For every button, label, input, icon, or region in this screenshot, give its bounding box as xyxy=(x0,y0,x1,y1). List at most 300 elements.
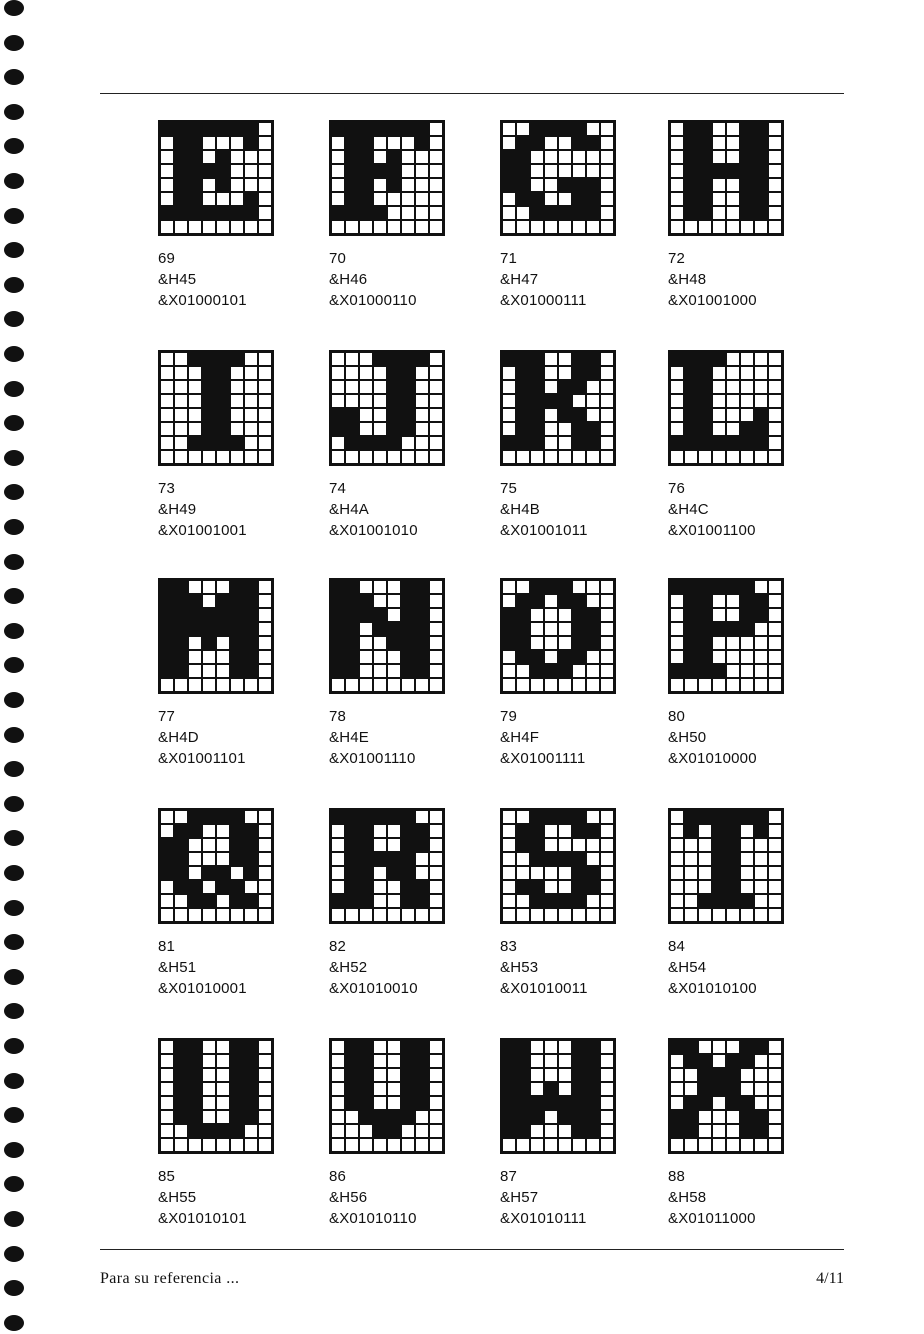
bitmap-pixel xyxy=(600,164,614,178)
bitmap-pixel xyxy=(359,594,373,608)
bitmap-pixel xyxy=(188,450,202,464)
bitmap-pixel xyxy=(359,838,373,852)
bitmap-pixel xyxy=(586,394,600,408)
decimal-code: 69 xyxy=(158,250,176,267)
hex-code: &H4D xyxy=(158,729,199,746)
bitmap-pixel xyxy=(600,192,614,206)
bitmap-pixel xyxy=(160,1096,174,1110)
bitmap-pixel xyxy=(558,622,572,636)
bitmap-pixel xyxy=(572,178,586,192)
bitmap-pixel xyxy=(202,436,216,450)
bitmap-pixel xyxy=(160,1082,174,1096)
bitmap-pixel xyxy=(684,408,698,422)
bitmap-pixel xyxy=(202,1124,216,1138)
bitmap-pixel xyxy=(415,678,429,692)
character-codes xyxy=(329,248,479,311)
bitmap-pixel xyxy=(244,422,258,436)
binary-code: &X01001001 xyxy=(158,522,247,539)
bitmap-pixel xyxy=(684,1054,698,1068)
bitmap-pixel xyxy=(586,422,600,436)
bitmap-pixel xyxy=(373,380,387,394)
bitmap-pixel xyxy=(558,394,572,408)
bitmap-pixel xyxy=(160,866,174,880)
bitmap-pixel xyxy=(160,408,174,422)
bitmap-pixel xyxy=(401,650,415,664)
bitmap-pixel xyxy=(373,838,387,852)
bitmap-pixel xyxy=(373,908,387,922)
bitmap-pixel xyxy=(331,380,345,394)
bitmap-pixel xyxy=(586,894,600,908)
bitmap-pixel xyxy=(558,408,572,422)
bitmap-pixel xyxy=(502,1082,516,1096)
hex-code: &H57 xyxy=(500,1189,539,1206)
bitmap-pixel xyxy=(726,450,740,464)
bitmap-pixel xyxy=(331,178,345,192)
bitmap-pixel xyxy=(345,580,359,594)
bitmap-pixel xyxy=(530,824,544,838)
character-bitmap xyxy=(668,1038,784,1154)
bitmap-pixel xyxy=(544,164,558,178)
character-codes xyxy=(668,1166,818,1229)
bitmap-pixel xyxy=(544,1082,558,1096)
bitmap-pixel xyxy=(387,678,401,692)
bitmap-pixel xyxy=(712,664,726,678)
bitmap-pixel xyxy=(768,664,782,678)
bitmap-pixel xyxy=(244,636,258,650)
bitmap-pixel xyxy=(373,366,387,380)
bitmap-pixel xyxy=(726,366,740,380)
decimal-code: 86 xyxy=(329,1168,347,1185)
bitmap-pixel xyxy=(331,220,345,234)
bitmap-pixel xyxy=(401,810,415,824)
bitmap-pixel xyxy=(202,122,216,136)
bitmap-pixel xyxy=(401,122,415,136)
bitmap-pixel xyxy=(230,594,244,608)
bitmap-pixel xyxy=(160,594,174,608)
bitmap-pixel xyxy=(754,220,768,234)
bitmap-pixel xyxy=(684,450,698,464)
bitmap-pixel xyxy=(712,1110,726,1124)
bitmap-pixel xyxy=(244,810,258,824)
bitmap-pixel xyxy=(586,608,600,622)
bitmap-pixel xyxy=(202,192,216,206)
bitmap-pixel xyxy=(345,1054,359,1068)
bitmap-pixel xyxy=(558,220,572,234)
bitmap-pixel xyxy=(600,1110,614,1124)
hex-code: &H58 xyxy=(668,1189,707,1206)
bitmap-pixel xyxy=(558,852,572,866)
bitmap-pixel xyxy=(572,150,586,164)
bitmap-pixel xyxy=(387,380,401,394)
bitmap-pixel xyxy=(586,1082,600,1096)
bitmap-pixel xyxy=(373,436,387,450)
bitmap-pixel xyxy=(345,636,359,650)
bitmap-pixel xyxy=(230,192,244,206)
bitmap-pixel xyxy=(401,136,415,150)
bitmap-pixel xyxy=(345,650,359,664)
bitmap-pixel xyxy=(387,122,401,136)
bitmap-pixel xyxy=(387,894,401,908)
bitmap-pixel xyxy=(684,1068,698,1082)
bitmap-pixel xyxy=(373,1068,387,1082)
binary-code: &X01011000 xyxy=(668,1210,756,1227)
binary-code: &X01010000 xyxy=(668,750,757,767)
bitmap-pixel xyxy=(401,824,415,838)
bitmap-pixel xyxy=(572,1096,586,1110)
bitmap-pixel xyxy=(544,1124,558,1138)
bitmap-pixel xyxy=(712,436,726,450)
bitmap-pixel xyxy=(600,866,614,880)
bitmap-pixel xyxy=(586,408,600,422)
bitmap-pixel xyxy=(726,1110,740,1124)
bitmap-pixel xyxy=(754,1124,768,1138)
bitmap-pixel xyxy=(586,908,600,922)
bitmap-pixel xyxy=(754,824,768,838)
bitmap-pixel xyxy=(684,1082,698,1096)
bitmap-pixel xyxy=(586,136,600,150)
character-entry xyxy=(500,120,650,311)
bitmap-pixel xyxy=(600,1040,614,1054)
bitmap-pixel xyxy=(244,122,258,136)
bitmap-pixel xyxy=(544,450,558,464)
decimal-code: 73 xyxy=(158,480,176,497)
bitmap-pixel xyxy=(258,810,272,824)
bitmap-pixel xyxy=(188,164,202,178)
bitmap-pixel xyxy=(429,380,443,394)
bitmap-pixel xyxy=(401,594,415,608)
bitmap-pixel xyxy=(516,1068,530,1082)
bitmap-pixel xyxy=(230,150,244,164)
bitmap-pixel xyxy=(216,1096,230,1110)
bitmap-pixel xyxy=(258,1096,272,1110)
hex-code: &H46 xyxy=(329,271,368,288)
bitmap-pixel xyxy=(401,1054,415,1068)
bitmap-pixel xyxy=(160,436,174,450)
bitmap-pixel xyxy=(586,852,600,866)
binary-code: &X01001011 xyxy=(500,522,588,539)
bitmap-pixel xyxy=(429,580,443,594)
bitmap-pixel xyxy=(684,352,698,366)
bitmap-pixel xyxy=(373,394,387,408)
bitmap-pixel xyxy=(740,394,754,408)
character-bitmap xyxy=(668,350,784,466)
bitmap-pixel xyxy=(516,1124,530,1138)
bitmap-pixel xyxy=(600,580,614,594)
bitmap-pixel xyxy=(230,880,244,894)
bitmap-pixel xyxy=(174,1138,188,1152)
character-bitmap xyxy=(500,1038,616,1154)
bitmap-pixel xyxy=(684,664,698,678)
bitmap-pixel xyxy=(516,150,530,164)
bitmap-pixel xyxy=(160,136,174,150)
bitmap-pixel xyxy=(600,394,614,408)
bitmap-pixel xyxy=(230,1068,244,1082)
bitmap-pixel xyxy=(429,880,443,894)
bitmap-pixel xyxy=(359,810,373,824)
bitmap-pixel xyxy=(359,192,373,206)
bitmap-pixel xyxy=(387,1082,401,1096)
bitmap-pixel xyxy=(188,1096,202,1110)
bitmap-pixel xyxy=(558,678,572,692)
bitmap-pixel xyxy=(160,650,174,664)
hex-code: &H4A xyxy=(329,501,369,518)
bitmap-pixel xyxy=(174,150,188,164)
bitmap-pixel xyxy=(387,664,401,678)
bitmap-pixel xyxy=(558,664,572,678)
bitmap-pixel xyxy=(684,1138,698,1152)
bitmap-pixel xyxy=(415,908,429,922)
bitmap-pixel xyxy=(202,366,216,380)
bitmap-pixel xyxy=(244,220,258,234)
bitmap-pixel xyxy=(387,866,401,880)
bitmap-pixel xyxy=(586,380,600,394)
bitmap-pixel xyxy=(516,594,530,608)
binary-code: &X01001110 xyxy=(329,750,416,767)
bitmap-pixel xyxy=(572,838,586,852)
bitmap-pixel xyxy=(202,450,216,464)
bitmap-pixel xyxy=(768,192,782,206)
bitmap-pixel xyxy=(230,650,244,664)
character-codes xyxy=(668,478,818,541)
bitmap-pixel xyxy=(754,810,768,824)
bitmap-pixel xyxy=(726,206,740,220)
bitmap-pixel xyxy=(698,164,712,178)
bitmap-pixel xyxy=(429,122,443,136)
bitmap-pixel xyxy=(387,810,401,824)
bitmap-pixel xyxy=(174,664,188,678)
bitmap-pixel xyxy=(202,1040,216,1054)
bitmap-pixel xyxy=(415,608,429,622)
bitmap-pixel xyxy=(331,1068,345,1082)
bitmap-pixel xyxy=(712,622,726,636)
bitmap-pixel xyxy=(359,1040,373,1054)
bitmap-pixel xyxy=(516,838,530,852)
bitmap-pixel xyxy=(387,150,401,164)
bitmap-pixel xyxy=(373,1138,387,1152)
bitmap-pixel xyxy=(415,1110,429,1124)
bitmap-pixel xyxy=(684,678,698,692)
bitmap-pixel xyxy=(572,1138,586,1152)
bitmap-pixel xyxy=(331,650,345,664)
bitmap-pixel xyxy=(415,852,429,866)
bitmap-pixel xyxy=(202,594,216,608)
bitmap-pixel xyxy=(415,178,429,192)
bitmap-pixel xyxy=(726,866,740,880)
bitmap-pixel xyxy=(331,164,345,178)
character-bitmap xyxy=(329,808,445,924)
bitmap-pixel xyxy=(415,636,429,650)
bitmap-pixel xyxy=(230,178,244,192)
bitmap-pixel xyxy=(216,664,230,678)
character-codes xyxy=(668,248,818,311)
bitmap-pixel xyxy=(502,636,516,650)
bitmap-pixel xyxy=(712,220,726,234)
bitmap-pixel xyxy=(387,408,401,422)
bitmap-pixel xyxy=(230,838,244,852)
bitmap-pixel xyxy=(586,1096,600,1110)
bitmap-pixel xyxy=(712,838,726,852)
bitmap-pixel xyxy=(530,594,544,608)
bitmap-pixel xyxy=(258,880,272,894)
bitmap-pixel xyxy=(502,178,516,192)
bitmap-pixel xyxy=(544,1110,558,1124)
bitmap-pixel xyxy=(401,408,415,422)
bitmap-pixel xyxy=(160,838,174,852)
bitmap-pixel xyxy=(216,408,230,422)
bitmap-pixel xyxy=(726,436,740,450)
bitmap-pixel xyxy=(230,810,244,824)
bitmap-pixel xyxy=(331,408,345,422)
bitmap-pixel xyxy=(726,164,740,178)
bitmap-pixel xyxy=(160,192,174,206)
bitmap-pixel xyxy=(516,136,530,150)
bitmap-pixel xyxy=(345,664,359,678)
bitmap-pixel xyxy=(502,436,516,450)
bitmap-pixel xyxy=(216,206,230,220)
bitmap-pixel xyxy=(258,164,272,178)
bitmap-pixel xyxy=(516,1082,530,1096)
bitmap-pixel xyxy=(331,880,345,894)
bitmap-pixel xyxy=(740,122,754,136)
bitmap-pixel xyxy=(698,366,712,380)
bitmap-pixel xyxy=(174,122,188,136)
bitmap-pixel xyxy=(544,810,558,824)
bitmap-pixel xyxy=(670,880,684,894)
bitmap-pixel xyxy=(698,122,712,136)
bitmap-pixel xyxy=(600,366,614,380)
bitmap-pixel xyxy=(544,1040,558,1054)
bitmap-pixel xyxy=(740,1054,754,1068)
bitmap-pixel xyxy=(387,908,401,922)
bitmap-pixel xyxy=(726,394,740,408)
bitmap-pixel xyxy=(258,192,272,206)
bitmap-pixel xyxy=(401,450,415,464)
bitmap-pixel xyxy=(516,664,530,678)
bitmap-pixel xyxy=(429,1124,443,1138)
bitmap-pixel xyxy=(670,608,684,622)
bitmap-pixel xyxy=(558,136,572,150)
bitmap-pixel xyxy=(415,220,429,234)
bitmap-pixel xyxy=(698,866,712,880)
bitmap-pixel xyxy=(401,894,415,908)
bitmap-pixel xyxy=(230,366,244,380)
bitmap-pixel xyxy=(429,192,443,206)
bitmap-pixel xyxy=(345,810,359,824)
bitmap-pixel xyxy=(429,894,443,908)
bitmap-pixel xyxy=(558,450,572,464)
bitmap-pixel xyxy=(586,1110,600,1124)
bitmap-pixel xyxy=(345,678,359,692)
bitmap-pixel xyxy=(258,824,272,838)
bitmap-pixel xyxy=(345,1082,359,1096)
bitmap-pixel xyxy=(359,178,373,192)
bitmap-pixel xyxy=(415,880,429,894)
bitmap-pixel xyxy=(516,380,530,394)
bitmap-pixel xyxy=(530,1068,544,1082)
bitmap-pixel xyxy=(740,622,754,636)
bitmap-pixel xyxy=(373,192,387,206)
bitmap-pixel xyxy=(586,866,600,880)
bitmap-pixel xyxy=(572,422,586,436)
bitmap-pixel xyxy=(698,636,712,650)
bitmap-pixel xyxy=(230,1096,244,1110)
bitmap-pixel xyxy=(544,608,558,622)
bitmap-pixel xyxy=(530,838,544,852)
bitmap-pixel xyxy=(373,678,387,692)
character-entry xyxy=(329,1038,479,1229)
bitmap-pixel xyxy=(516,810,530,824)
bitmap-pixel xyxy=(188,838,202,852)
decimal-code: 84 xyxy=(668,938,686,955)
bitmap-pixel xyxy=(345,150,359,164)
bitmap-pixel xyxy=(216,394,230,408)
bitmap-pixel xyxy=(373,594,387,608)
bitmap-pixel xyxy=(415,192,429,206)
bitmap-pixel xyxy=(684,622,698,636)
bitmap-pixel xyxy=(331,192,345,206)
bitmap-pixel xyxy=(768,380,782,394)
bitmap-pixel xyxy=(572,580,586,594)
bitmap-pixel xyxy=(754,880,768,894)
bitmap-pixel xyxy=(258,380,272,394)
bitmap-pixel xyxy=(174,192,188,206)
bitmap-pixel xyxy=(600,838,614,852)
bitmap-pixel xyxy=(502,450,516,464)
bitmap-pixel xyxy=(331,594,345,608)
bitmap-pixel xyxy=(160,678,174,692)
bitmap-pixel xyxy=(712,380,726,394)
bitmap-pixel xyxy=(558,580,572,594)
bitmap-pixel xyxy=(202,352,216,366)
bitmap-pixel xyxy=(345,852,359,866)
bitmap-pixel xyxy=(698,450,712,464)
bitmap-pixel xyxy=(740,866,754,880)
bitmap-pixel xyxy=(230,1054,244,1068)
bitmap-pixel xyxy=(544,408,558,422)
bitmap-pixel xyxy=(698,852,712,866)
bitmap-pixel xyxy=(216,122,230,136)
bitmap-pixel xyxy=(740,352,754,366)
bitmap-pixel xyxy=(600,852,614,866)
hex-code: &H56 xyxy=(329,1189,368,1206)
bitmap-pixel xyxy=(387,838,401,852)
bitmap-pixel xyxy=(174,824,188,838)
bitmap-pixel xyxy=(600,450,614,464)
bitmap-pixel xyxy=(216,150,230,164)
bitmap-pixel xyxy=(684,594,698,608)
bitmap-pixel xyxy=(670,1068,684,1082)
bitmap-pixel xyxy=(359,824,373,838)
bitmap-pixel xyxy=(331,122,345,136)
bitmap-pixel xyxy=(516,894,530,908)
bitmap-pixel xyxy=(558,206,572,220)
bitmap-pixel xyxy=(174,678,188,692)
character-bitmap xyxy=(500,578,616,694)
bitmap-pixel xyxy=(530,136,544,150)
bitmap-pixel xyxy=(188,380,202,394)
bitmap-pixel xyxy=(572,136,586,150)
bitmap-pixel xyxy=(331,422,345,436)
character-entry xyxy=(668,350,818,541)
bitmap-pixel xyxy=(600,380,614,394)
bitmap-pixel xyxy=(712,408,726,422)
bitmap-pixel xyxy=(516,192,530,206)
bitmap-pixel xyxy=(345,206,359,220)
bitmap-pixel xyxy=(740,164,754,178)
bitmap-pixel xyxy=(558,1096,572,1110)
bitmap-pixel xyxy=(331,150,345,164)
bitmap-pixel xyxy=(530,894,544,908)
